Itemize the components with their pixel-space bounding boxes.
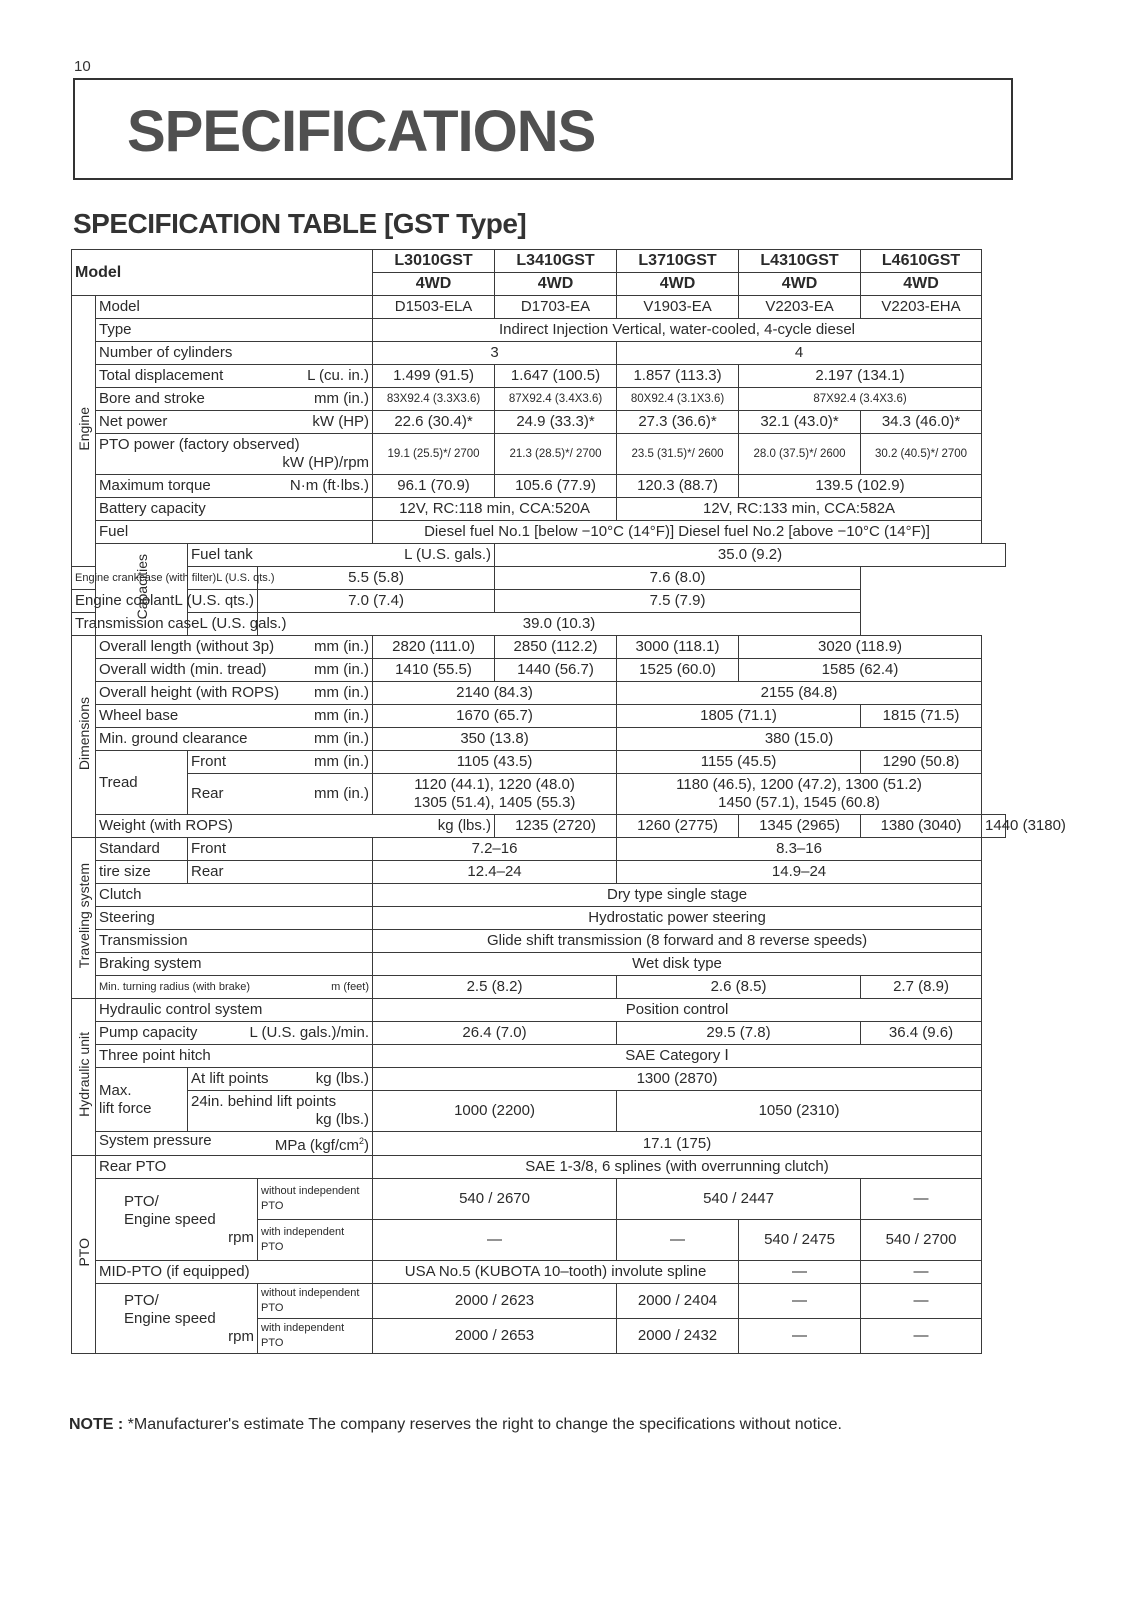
label-pump: Pump capacity L (U.S. gals.)/min. [96,1022,373,1045]
engine-model-value: D1703-EA [495,296,617,319]
mid-without-value: — [861,1284,982,1319]
row-coolant [72,590,1006,613]
row-turning [72,976,1006,999]
label-with-independent: with independent PTO [258,1220,373,1261]
row-height [72,682,1006,705]
row-tread-rear [72,774,1006,815]
mid-pto-value: — [861,1261,982,1284]
label-fuel-tank: Fuel tank L (U.S. gals.) [188,544,495,567]
row-tire-front [72,838,1006,861]
row-sys-pressure [72,1132,1006,1156]
group-pto: PTO [72,1156,96,1354]
label-width: Overall width (min. tread) mm (in.) [96,659,373,682]
engine-model-value: V2203-EA [739,296,861,319]
pump-value: 29.5 (7.8) [617,1022,861,1045]
row-hyd-control [72,999,1006,1022]
label-tread-front: Front mm (in.) [188,751,373,774]
clutch-value: Dry type single stage [373,884,982,907]
engine-model-value: V1903-EA [617,296,739,319]
pto-power-value: 21.3 (28.5)*/ 2700 [495,434,617,475]
mid-without-value: — [739,1284,861,1319]
fuel-value: Diesel fuel No.1 [below −10°C (14°F)] Diesel fuel No.2 [above −10°C (14°F)] [373,521,982,544]
group-traveling: Traveling system [72,838,96,999]
label-coolant: Engine coolant L (U.S. qts.) [72,590,258,613]
rear-without-value: — [861,1179,982,1220]
label-tire-rear: Rear [188,861,373,884]
label-without-independent: without independent PTO [258,1179,373,1220]
torque-value: 139.5 (102.9) [739,475,982,498]
label-torque: Maximum torque N·m (ft·lbs.) [96,475,373,498]
mid-with-value: — [861,1319,982,1354]
model-name: L3410GST [495,250,617,273]
label-mid-pto-engine-speed: PTO/ Engine speed rpm [96,1284,258,1354]
label-clearance: Min. ground clearance mm (in.) [96,728,373,751]
row-at-lift [72,1068,1006,1091]
row-engine-model [72,296,1006,319]
row-length [72,636,1006,659]
label-tread: Tread [96,751,188,815]
row-tread-front [72,751,1006,774]
displacement-value: 2.197 (134.1) [739,365,982,388]
row-clearance [72,728,1006,751]
engine-model-value: D1503-ELA [373,296,495,319]
model-name: L4610GST [861,250,982,273]
header-row-models [72,250,1006,273]
label-net-power: Net power kW (HP) [96,411,373,434]
label-turning: Min. turning radius (with brake) m (feet) [96,976,373,999]
behind-lift-value: 1050 (2310) [617,1091,982,1132]
bore-value: 87X92.4 (3.4X3.6) [739,388,982,411]
label-cylinders: Number of cylinders [96,342,373,365]
clearance-value: 380 (15.0) [617,728,982,751]
turning-value: 2.7 (8.9) [861,976,982,999]
width-value: 1585 (62.4) [739,659,982,682]
page-title: SPECIFICATIONS [127,99,596,164]
label-braking: Braking system [96,953,373,976]
bore-value: 87X92.4 (3.4X3.6) [495,388,617,411]
turning-value: 2.6 (8.5) [617,976,861,999]
displacement-value: 1.647 (100.5) [495,365,617,388]
rear-with-value: — [373,1220,617,1261]
label-bore: Bore and stroke mm (in.) [96,388,373,411]
drive-type: 4WD [617,273,739,296]
specification-table [71,249,1066,1354]
mid-with-value: 2000 / 2432 [617,1319,739,1354]
drive-type: 4WD [495,273,617,296]
label-battery: Battery capacity [96,498,373,521]
height-value: 2140 (84.3) [373,682,617,705]
torque-value: 105.6 (77.9) [495,475,617,498]
label-std-tire: Standard [96,838,188,861]
row-transmission-case [72,613,1006,636]
label-at-lift: At lift points kg (lbs.) [188,1068,373,1091]
displacement-value: 1.499 (91.5) [373,365,495,388]
label-weight: Weight (with ROPS) kg (lbs.) [96,815,495,838]
group-dimensions: Dimensions [72,636,96,838]
label-max-lift: Max. lift force [96,1068,188,1132]
mid-without-value: 2000 / 2623 [373,1284,617,1319]
tread-front-value: 1155 (45.5) [617,751,861,774]
row-mid-pto [72,1261,1006,1284]
row-fuel-tank [72,544,1006,567]
rear-without-value: 540 / 2447 [617,1179,861,1220]
label-wheelbase: Wheel base mm (in.) [96,705,373,728]
drive-type: 4WD [739,273,861,296]
pto-power-value: 30.2 (40.5)*/ 2700 [861,434,982,475]
width-value: 1525 (60.0) [617,659,739,682]
behind-lift-value: 1000 (2200) [373,1091,617,1132]
tread-front-value: 1290 (50.8) [861,751,982,774]
row-hitch [72,1045,1006,1068]
wheelbase-value: 1670 (65.7) [373,705,617,728]
rear-with-value: 540 / 2700 [861,1220,982,1261]
crankcase-value: 5.5 (5.8) [258,567,495,590]
row-behind-lift [72,1091,1006,1132]
drive-type: 4WD [861,273,982,296]
tire-rear-value: 14.9–24 [617,861,982,884]
row-displacement [72,365,1006,388]
pto-power-value: 19.1 (25.5)*/ 2700 [373,434,495,475]
row-tire-rear [72,861,1006,884]
row-clutch [72,884,1006,907]
label-engine-model: Model [96,296,373,319]
title-box [73,78,1013,180]
torque-value: 120.3 (88.7) [617,475,739,498]
pump-value: 36.4 (9.6) [861,1022,982,1045]
length-value: 2820 (111.0) [373,636,495,659]
group-engine: Engine [72,296,96,567]
hitch-value: SAE Category Ⅰ [373,1045,982,1068]
net-power-value: 34.3 (46.0)* [861,411,982,434]
label-rear-pto: Rear PTO [96,1156,373,1179]
sys-pressure-value: 17.1 (175) [373,1132,982,1156]
pto-power-value: 28.0 (37.5)*/ 2600 [739,434,861,475]
row-rear-pto [72,1156,1006,1179]
row-wheelbase [72,705,1006,728]
length-value: 3000 (118.1) [617,636,739,659]
wheelbase-value: 1805 (71.1) [617,705,861,728]
note-text: *Manufacturer's estimate The company reserves the right to change the specifications without notice. [127,1416,842,1433]
model-header: Model [72,250,373,296]
coolant-value: 7.0 (7.4) [258,590,495,613]
mid-pto-value: — [739,1261,861,1284]
row-crankcase [72,567,1006,590]
tire-front-value: 8.3–16 [617,838,982,861]
table-title: SPECIFICATION TABLE [GST Type] [73,208,527,239]
label-behind-lift: 24in. behind lift points kg (lbs.) [188,1091,373,1132]
weight-value: 1235 (2720) [495,815,617,838]
height-value: 2155 (84.8) [617,682,982,705]
net-power-value: 24.9 (33.3)* [495,411,617,434]
crankcase-value: 7.6 (8.0) [495,567,861,590]
label-tire-size: tire size [96,861,188,884]
group-hydraulic: Hydraulic unit [72,999,96,1156]
row-weight [72,815,1006,838]
row-transmission [72,930,1006,953]
weight-value: 1380 (3040) [861,815,982,838]
label-with-independent: with independent PTO [258,1319,373,1354]
turning-value: 2.5 (8.2) [373,976,617,999]
label-height: Overall height (with ROPS) mm (in.) [96,682,373,705]
engine-model-value: V2203-EHA [861,296,982,319]
label-transmission: Transmission [96,930,373,953]
mid-with-value: 2000 / 2653 [373,1319,617,1354]
row-bore [72,388,1006,411]
coolant-value: 7.5 (7.9) [495,590,861,613]
row-battery [72,498,1006,521]
pto-power-value: 23.5 (31.5)*/ 2600 [617,434,739,475]
label-mid-pto: MID-PTO (if equipped) [96,1261,373,1284]
row-rear-without [72,1179,1006,1220]
mid-with-value: — [739,1319,861,1354]
label-length: Overall length (without 3p) mm (in.) [96,636,373,659]
label-fuel: Fuel [96,521,373,544]
mid-without-value: 2000 / 2404 [617,1284,739,1319]
tread-front-value: 1105 (43.5) [373,751,617,774]
cylinders-value: 4 [617,342,982,365]
hyd-control-value: Position control [373,999,982,1022]
row-mid-without [72,1284,1006,1319]
width-value: 1440 (56.7) [495,659,617,682]
label-crankcase: Engine crankcase (with filter) L (U.S. qts.) [72,567,258,590]
transmission-value: Glide shift transmission (8 forward and 8 reverse speeds) [373,930,982,953]
label-tire-front: Front [188,838,373,861]
torque-value: 96.1 (70.9) [373,475,495,498]
row-torque [72,475,1006,498]
rear-pto-value: SAE 1-3/8, 6 splines (with overrunning clutch) [373,1156,982,1179]
wheelbase-value: 1815 (71.5) [861,705,982,728]
type-value: Indirect Injection Vertical, water-cooled, 4-cycle diesel [373,319,982,342]
label-hitch: Three point hitch [96,1045,373,1068]
model-name: L3710GST [617,250,739,273]
row-net-power [72,411,1006,434]
label-pto-power: PTO power (factory observed) kW (HP)/rpm [96,434,373,475]
label-hyd-control: Hydraulic control system [96,999,373,1022]
net-power-value: 22.6 (30.4)* [373,411,495,434]
tread-rear-value: 1120 (44.1), 1220 (48.0) 1305 (51.4), 1405 (55.3) [373,774,617,815]
label-transmission-case: Transmission case L (U.S. gals.) [72,613,258,636]
pump-value: 26.4 (7.0) [373,1022,617,1045]
mid-pto-value: USA No.5 (KUBOTA 10–tooth) involute spline [373,1261,739,1284]
displacement-value: 1.857 (113.3) [617,365,739,388]
width-value: 1410 (55.5) [373,659,495,682]
net-power-value: 27.3 (36.6)* [617,411,739,434]
label-rear-pto-engine-speed: PTO/ Engine speed rpm [96,1179,258,1261]
row-pto-power [72,434,1006,475]
clearance-value: 350 (13.8) [373,728,617,751]
weight-value: 1440 (3180) [982,815,1006,838]
tire-front-value: 7.2–16 [373,838,617,861]
tread-rear-value: 1180 (46.5), 1200 (47.2), 1300 (51.2) 1450 (57.1), 1545 (60.8) [617,774,982,815]
label-sys-pressure: System pressure MPa $(kgf/cm^2)$ [96,1132,373,1156]
label-displacement: Total displacement L (cu. in.) [96,365,373,388]
transmission-case-value: 39.0 (10.3) [258,613,861,636]
row-braking [72,953,1006,976]
bore-value: 80X92.4 (3.1X3.6) [617,388,739,411]
label-without-independent: without independent PTO [258,1284,373,1319]
steering-value: Hydrostatic power steering [373,907,982,930]
drive-type: 4WD [373,273,495,296]
label-tread-rear: Rear mm (in.) [188,774,373,815]
row-pump [72,1022,1006,1045]
row-type [72,319,1006,342]
row-steering [72,907,1006,930]
tire-rear-value: 12.4–24 [373,861,617,884]
braking-value: Wet disk type [373,953,982,976]
note-label: NOTE : [69,1416,124,1433]
group-capacities: Capacities [96,544,188,636]
battery-value: 12V, RC:133 min, CCA:582A [617,498,982,521]
weight-value: 1260 (2775) [617,815,739,838]
rear-without-value: 540 / 2670 [373,1179,617,1220]
model-name: L3010GST [373,250,495,273]
bore-value: 83X92.4 (3.3X3.6) [373,388,495,411]
cylinders-value: 3 [373,342,617,365]
net-power-value: 32.1 (43.0)* [739,411,861,434]
row-fuel [72,521,1006,544]
label-type: Type [96,319,373,342]
rear-with-value: — [617,1220,739,1261]
label-clutch: Clutch [96,884,373,907]
battery-value: 12V, RC:118 min, CCA:520A [373,498,617,521]
page-number: 10 [74,58,91,75]
length-value: 2850 (112.2) [495,636,617,659]
weight-value: 1345 (2965) [739,815,861,838]
at-lift-value: 1300 (2870) [373,1068,982,1091]
length-value: 3020 (118.9) [739,636,982,659]
row-width [72,659,1006,682]
label-steering: Steering [96,907,373,930]
fuel-tank-value: 35.0 (9.2) [495,544,1006,567]
model-name: L4310GST [739,250,861,273]
footnote [69,1416,842,1434]
row-cylinders [72,342,1006,365]
rear-with-value: 540 / 2475 [739,1220,861,1261]
